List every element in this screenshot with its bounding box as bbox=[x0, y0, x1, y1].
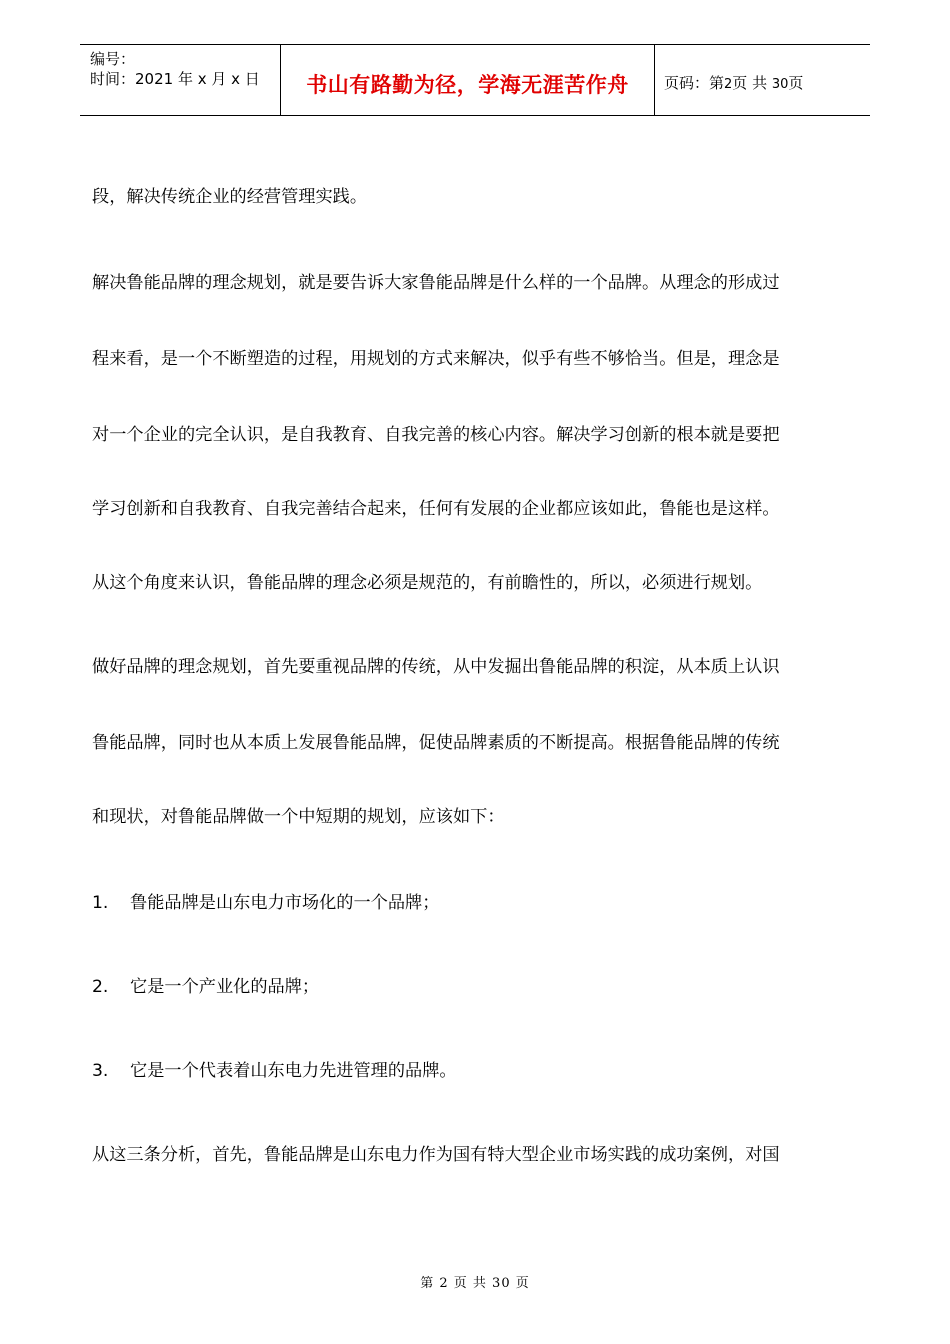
page-header bbox=[80, 44, 870, 116]
list-number: 3. bbox=[92, 1061, 109, 1081]
time-label: 时间：2021 年 x 月 x 日 bbox=[90, 70, 260, 88]
list-text: 它是一个产业化的品牌； bbox=[130, 977, 320, 997]
header-motto-cell bbox=[281, 45, 655, 115]
page-total: 30 bbox=[771, 77, 789, 92]
header-meta-cell bbox=[80, 45, 281, 115]
text-line: 鲁能品牌，同时也从本质上发展鲁能品牌，促使品牌素质的不断提高。根据鲁能品牌的传统 bbox=[92, 733, 780, 753]
list-text: 它是一个代表着山东电力先进管理的品牌。 bbox=[130, 1061, 457, 1081]
text-line: 解决鲁能品牌的理念规划，就是要告诉大家鲁能品牌是什么样的一个品牌。从理念的形成过 bbox=[92, 273, 780, 293]
list-number: 1. bbox=[92, 893, 109, 913]
list-item bbox=[92, 1056, 862, 1081]
text-line: 对一个企业的完全认识，是自我教育、自我完善的核心内容。解决学习创新的根本就是要把 bbox=[92, 425, 780, 445]
list-text: 鲁能品牌是山东电力市场化的一个品牌； bbox=[130, 893, 440, 913]
page-code bbox=[664, 72, 803, 93]
page-mid: 页 共 bbox=[732, 74, 768, 92]
text-line: 和现状，对鲁能品牌做一个中短期的规划，应该如下： bbox=[92, 807, 505, 827]
page-prefix: 页码：第 bbox=[664, 74, 725, 92]
list-item bbox=[92, 972, 862, 997]
text-line: 从这个角度来认识，鲁能品牌的理念必须是规范的，有前瞻性的，所以，必须进行规划。 bbox=[92, 573, 763, 593]
list-number: 2. bbox=[92, 977, 109, 997]
text-line: 从这三条分析，首先，鲁能品牌是山东电力作为国有特大型企业市场实践的成功案例，对国 bbox=[92, 1145, 780, 1165]
text-line: 程来看，是一个不断塑造的过程，用规划的方式来解决，似乎有些不够恰当。但是，理念是 bbox=[92, 349, 780, 369]
page-footer: 第 2 页 共 30 页 bbox=[420, 1276, 530, 1291]
text-line: 学习创新和自我教育、自我完善结合起来，任何有发展的企业都应该如此，鲁能也是这样。 bbox=[92, 499, 780, 519]
text-line: 段，解决传统企业的经营管理实践。 bbox=[92, 187, 368, 207]
text-line: 做好品牌的理念规划，首先要重视品牌的传统，从中发掘出鲁能品牌的积淀，从本质上认识 bbox=[92, 657, 780, 677]
page-current: 2 bbox=[724, 77, 733, 92]
list-item bbox=[92, 888, 862, 913]
page-suffix: 页 bbox=[788, 74, 804, 92]
number-label: 编号： bbox=[90, 50, 136, 68]
motto: 书山有路勤为径，学海无涯苦作舟 bbox=[306, 73, 629, 97]
header-page-cell bbox=[655, 45, 870, 115]
